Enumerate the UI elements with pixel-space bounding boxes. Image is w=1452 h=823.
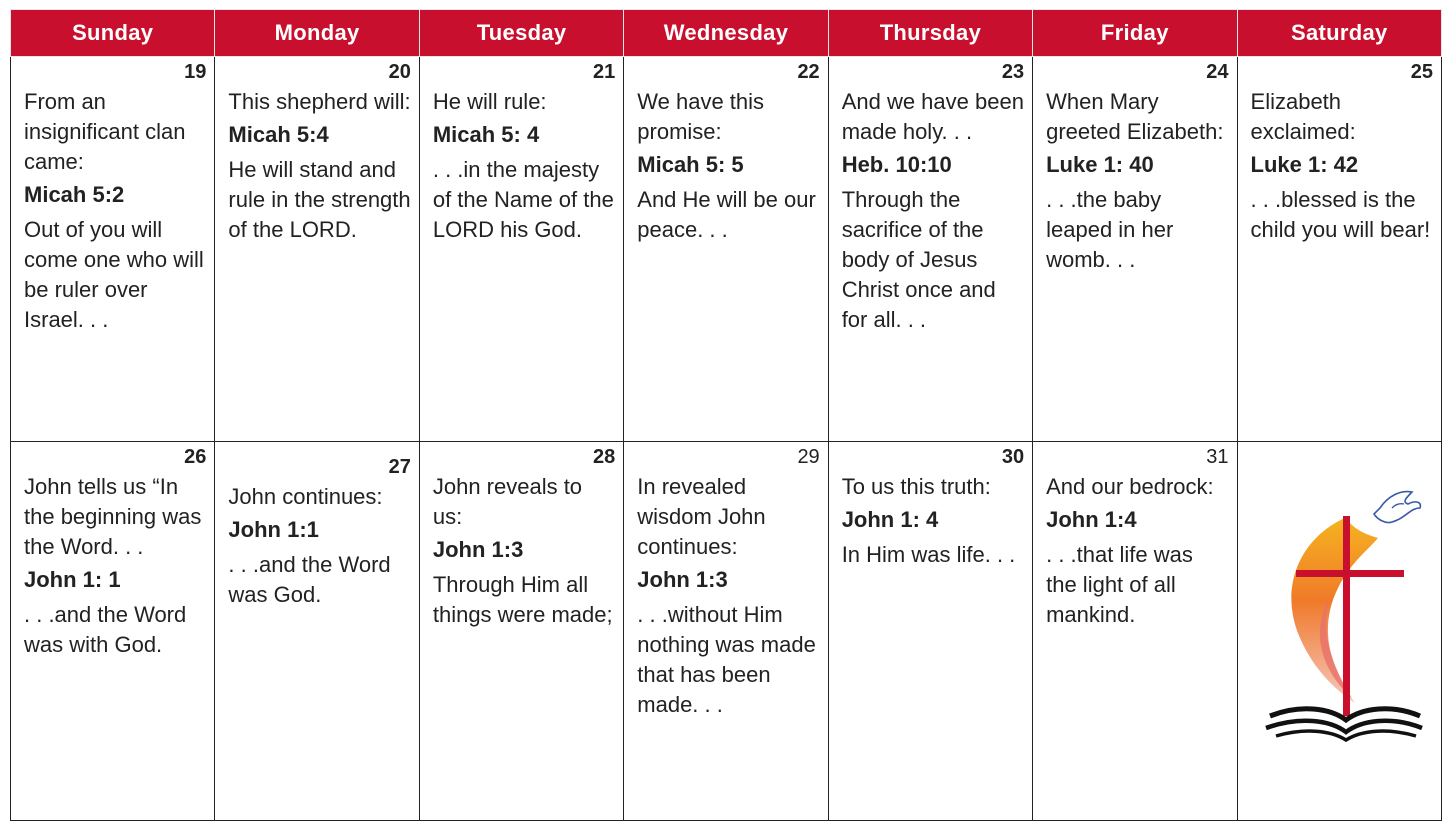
day-number: 24 [1206,61,1229,83]
header-sunday: Sunday [11,10,215,57]
day-intro: He will rule: [432,89,547,114]
verse-text: Through the sacrifice of the body of Jesus Christ once and for all. . . [841,187,996,332]
day-cell-30 [828,442,1032,821]
scripture-reference: John 1:4 [1046,507,1137,533]
day-cell-23 [828,57,1032,442]
header-tuesday: Tuesday [419,10,623,57]
scripture-reference: Micah 5:2 [24,182,125,207]
header-friday: Friday [1033,10,1237,57]
scripture-reference: John 1: 4 [841,507,939,533]
scripture-reference: Luke 1: 40 [1046,152,1154,177]
day-number: 28 [593,446,616,469]
day-number: 31 [1206,446,1229,469]
scripture-reference: John 1: 1 [24,567,121,593]
day-intro: We have this promise: [637,89,765,144]
day-intro: John tells us “In the beginning was the Word. . . [24,474,202,560]
verse-text: . . .without Him nothing was made that has been made. . . [637,602,816,718]
day-cell-19 [11,57,215,442]
verse-text: . . .and the Word was with God. [24,602,187,658]
day-cell-24 [1033,57,1237,442]
logo-cell [1237,442,1441,821]
day-number: 20 [388,61,411,83]
scripture-reference: John 1:3 [432,537,524,563]
day-cell-28 [419,442,623,821]
day-intro: Elizabeth exclaimed: [1250,89,1356,144]
header-saturday: Saturday [1237,10,1441,57]
scripture-reference: Heb. 10:10 [841,152,952,177]
day-number: 22 [797,61,820,83]
day-cell-22 [624,57,828,442]
day-cell-25 [1237,57,1441,442]
day-intro: John continues: [228,484,383,510]
day-number: 23 [1001,61,1025,83]
day-number: 25 [1410,61,1433,83]
day-number: 27 [388,456,411,479]
verse-text: He will stand and rule in the strength of the LORD. [228,157,411,242]
week-row-2 [11,442,1442,821]
day-intro: John reveals to us: [432,474,583,530]
verse-text: . . .that life was the light of all mankind. [1046,542,1193,628]
day-number: 29 [797,446,820,469]
scripture-reference: John 1:3 [637,567,728,593]
scripture-reference: Micah 5: 5 [637,152,744,177]
header-thursday: Thursday [828,10,1032,57]
verse-text: Out of you will come one who will be ruler over Israel. . . [24,217,204,332]
day-intro: To us this truth: [841,474,991,500]
day-cell-31 [1033,442,1237,821]
verse-text: . . .and the Word was God. [228,552,391,608]
day-number: 19 [184,61,207,83]
day-intro: In revealed wisdom John continues: [637,474,766,560]
weekday-header-row [11,10,1442,57]
header-monday: Monday [215,10,419,57]
verse-text: . . .the baby leaped in her womb. . . [1046,187,1174,272]
cross-and-flame-icon [1260,478,1425,748]
day-cell-21 [419,57,623,442]
day-intro: And our bedrock: [1046,474,1214,500]
header-wednesday: Wednesday [624,10,828,57]
week-row-1 [11,57,1442,442]
day-number: 30 [1001,446,1025,469]
day-cell-29 [624,442,828,821]
verse-text: Through Him all things were made; [432,572,613,628]
verse-text: . . .in the majesty of the Name of the LORD his God. [432,157,614,242]
scripture-reference: Micah 5: 4 [432,122,540,147]
day-number: 21 [593,61,616,83]
verse-text: . . .blessed is the child you will bear! [1250,187,1431,242]
scripture-reference: John 1:1 [228,517,319,543]
day-intro: This shepherd will: [228,89,411,114]
scripture-reference: Luke 1: 42 [1250,152,1359,177]
scripture-reference: Micah 5:4 [228,122,329,147]
day-intro: When Mary greeted Elizabeth: [1046,89,1224,144]
day-intro: And we have been made holy. . . [841,89,1024,144]
day-cell-27 [215,442,419,821]
verse-text: In Him was life. . . [841,542,1016,568]
day-intro: From an insignificant clan came: [24,89,186,174]
day-number: 26 [184,446,207,469]
day-cell-20 [215,57,419,442]
calendar-grid [10,9,1442,821]
day-cell-26 [11,442,215,821]
verse-text: And He will be our peace. . . [637,187,816,242]
